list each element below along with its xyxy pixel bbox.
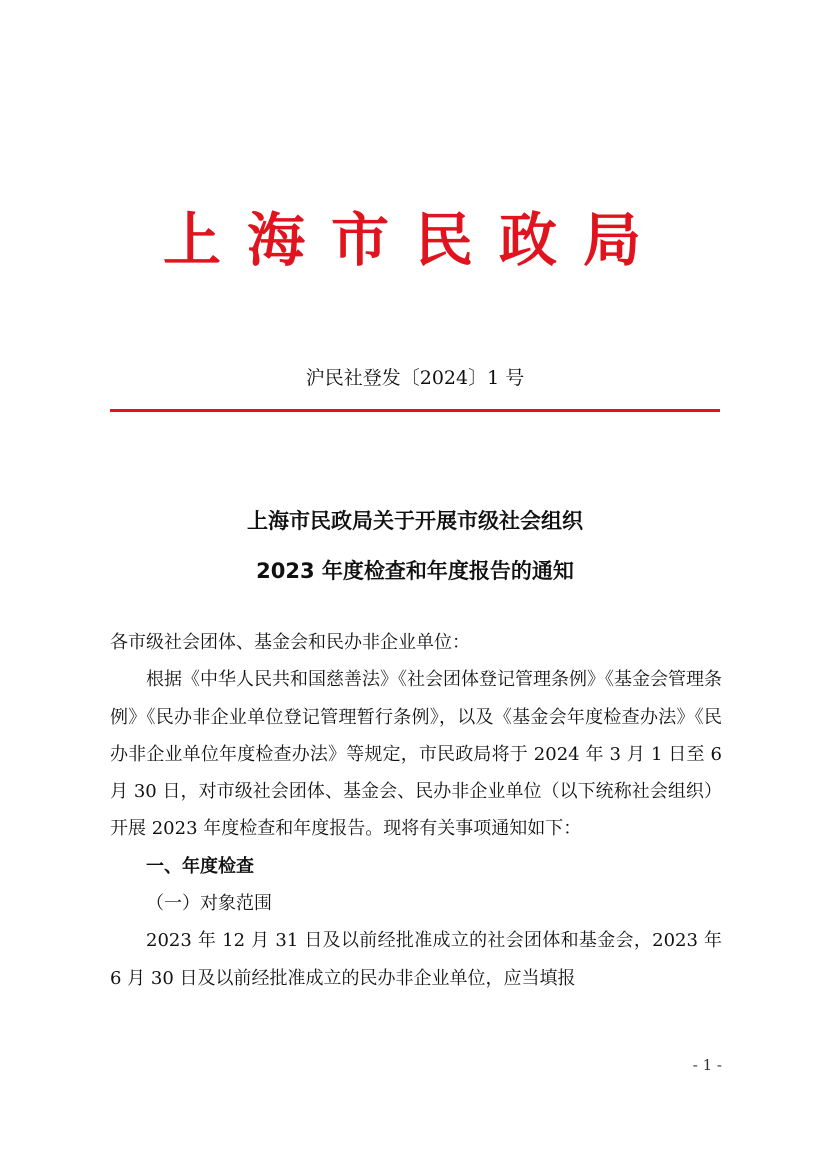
red-divider-line <box>110 409 720 412</box>
subsection-heading-scope: （一）对象范围 <box>146 893 272 915</box>
document-body <box>110 624 722 997</box>
paragraph-intro: 根据《中华人民共和国慈善法》《社会团体登记管理条例》《基金会管理条例》《民办非企业单位登记管理暂行条例》，以及《基金会年度检查办法》《民办非企业单位年度检查办法》等规定，市民政局将于 2024 年 3 月 1 日至 6 月 30 日，对市级社会团体、基金会、民办非企业单位（以下统称社会组织）开展 2023 年度检查和年度报告。现将有关事项通知如下： <box>110 669 722 840</box>
title-line-2: 2023 年度检查和年度报告的通知 <box>256 559 574 583</box>
document-number: 沪民社登发〔2024〕1 号 <box>305 367 525 389</box>
section-heading-annual-inspection: 一、年度检查 <box>146 855 254 877</box>
title-line-1: 上海市民政局关于开展市级社会组织 <box>247 509 583 533</box>
paragraph-scope: 2023 年 12 月 31 日及以前经批准成立的社会团体和基金会，2023 年 6 月 30 日及以前经批准成立的民办非企业单位，应当填报 <box>110 930 722 989</box>
salutation: 各市级社会团体、基金会和民办非企业单位： <box>110 632 470 653</box>
issuing-authority: 上海市民政局 <box>162 206 667 274</box>
page-number: - 1 - <box>692 1056 722 1074</box>
